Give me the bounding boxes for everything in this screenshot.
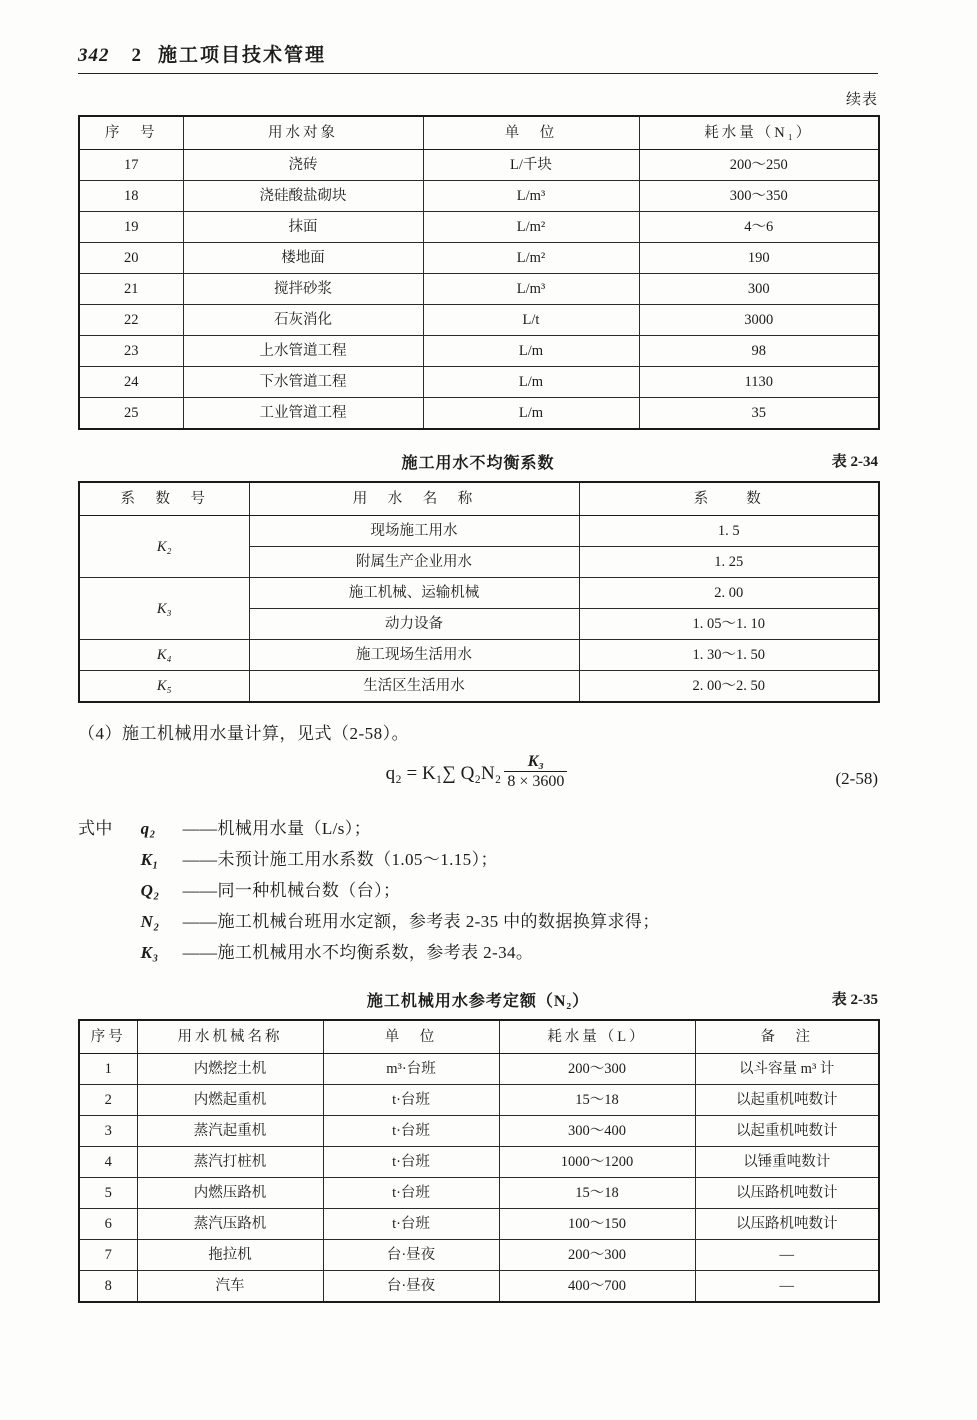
definition-row xyxy=(78,906,878,937)
table-row xyxy=(79,274,879,305)
table-row xyxy=(79,1209,879,1240)
cell-amount: 200～300 xyxy=(499,1054,695,1085)
table-header-row xyxy=(79,116,879,150)
formula-lhs: q₂ = K₁∑ Q₂N₂ xyxy=(385,763,502,784)
col-header-object: 用水对象 xyxy=(183,116,423,150)
col-header-coef-no: 系 数 号 xyxy=(79,482,249,516)
cell-unit: 台·昼夜 xyxy=(323,1240,499,1271)
cell-machine: 汽车 xyxy=(137,1271,323,1303)
running-head xyxy=(78,40,878,67)
cell-index: 8 xyxy=(79,1271,137,1303)
formula-2-58 xyxy=(78,755,878,793)
cell-object: 浇砖 xyxy=(183,150,423,181)
dash: —— xyxy=(182,881,218,900)
cell-water-name: 动力设备 xyxy=(249,609,579,640)
caption-table-2-35 xyxy=(78,988,878,1012)
table-row xyxy=(79,212,879,243)
cell-coef-value: 1. 30～1. 50 xyxy=(579,640,879,671)
cell-remark: 以起重机吨数计 xyxy=(695,1085,879,1116)
cell-amount: 98 xyxy=(639,336,879,367)
cell-unit: L/m² xyxy=(423,212,639,243)
cell-index: 17 xyxy=(79,150,183,181)
symbol: N₂ xyxy=(140,912,160,931)
cell-object: 下水管道工程 xyxy=(183,367,423,398)
cell-unit: 台·昼夜 xyxy=(323,1271,499,1303)
cell-object: 搅拌砂浆 xyxy=(183,274,423,305)
table-row xyxy=(79,336,879,367)
cell-unit: m³·台班 xyxy=(323,1054,499,1085)
cell-unit: t·台班 xyxy=(323,1085,499,1116)
cell-remark: 以起重机吨数计 xyxy=(695,1116,879,1147)
definition-row xyxy=(78,875,878,906)
cell-index: 21 xyxy=(79,274,183,305)
continued-table-label: 续表 xyxy=(845,92,878,108)
cell-unit: t·台班 xyxy=(323,1178,499,1209)
definition-text: 施工机械台班用水定额，参考表 2-35 中的数据换算求得； xyxy=(217,912,660,931)
table-row xyxy=(79,150,879,181)
cell-index: 22 xyxy=(79,305,183,336)
cell-remark: — xyxy=(695,1271,879,1303)
cell-coef-symbol: K₃ xyxy=(79,578,249,640)
col-header-amount: 耗水量（N₁） xyxy=(639,116,879,150)
table-row xyxy=(79,181,879,212)
cell-unit: L/m xyxy=(423,336,639,367)
where-label: 式中 xyxy=(78,819,113,838)
table-row xyxy=(79,305,879,336)
table-row xyxy=(79,1147,879,1178)
cell-amount: 200～250 xyxy=(639,150,879,181)
formula-number: (2-58) xyxy=(835,769,878,788)
cell-water-name: 生活区生活用水 xyxy=(249,671,579,703)
cell-object: 抹面 xyxy=(183,212,423,243)
table-2-34 xyxy=(78,481,880,703)
definition-row xyxy=(78,813,878,844)
cell-index: 20 xyxy=(79,243,183,274)
page-content xyxy=(78,40,878,1303)
cell-index: 4 xyxy=(79,1147,137,1178)
cell-index: 1 xyxy=(79,1054,137,1085)
table-row xyxy=(79,1054,879,1085)
cell-machine: 蒸汽打桩机 xyxy=(137,1147,323,1178)
cell-coef-symbol: K₄ xyxy=(79,640,249,671)
cell-coef-value: 1. 05～1. 10 xyxy=(579,609,879,640)
table-2-35 xyxy=(78,1019,880,1303)
cell-amount: 300～400 xyxy=(499,1116,695,1147)
cell-water-name: 施工机械、运输机械 xyxy=(249,578,579,609)
cell-unit: L/千块 xyxy=(423,150,639,181)
cell-index: 23 xyxy=(79,336,183,367)
definition-text: 同一种机械台数（台）； xyxy=(217,881,401,900)
table-water-use xyxy=(78,115,880,430)
cell-remark: — xyxy=(695,1240,879,1271)
table-row xyxy=(79,1240,879,1271)
page-number: 342 xyxy=(78,45,110,66)
cell-coef-value: 1. 5 xyxy=(579,516,879,547)
col-header-amount: 耗水量（L） xyxy=(499,1020,695,1054)
table-2-35-title: 施工机械用水参考定额（N₂） xyxy=(366,993,590,1010)
cell-remark: 以压路机吨数计 xyxy=(695,1178,879,1209)
cell-unit: L/m xyxy=(423,367,639,398)
cell-remark: 以斗容量 m³ 计 xyxy=(695,1054,879,1085)
definition-row xyxy=(78,937,878,968)
cell-coef-value: 2. 00 xyxy=(579,578,879,609)
cell-machine: 内燃起重机 xyxy=(137,1085,323,1116)
table-row xyxy=(79,1178,879,1209)
col-header-index: 序 号 xyxy=(79,116,183,150)
cell-water-name: 现场施工用水 xyxy=(249,516,579,547)
cell-amount: 4～6 xyxy=(639,212,879,243)
table-header-row xyxy=(79,482,879,516)
table-row xyxy=(79,1116,879,1147)
cell-amount: 100～150 xyxy=(499,1209,695,1240)
cell-amount: 200～300 xyxy=(499,1240,695,1271)
cell-coef-value: 2. 00～2. 50 xyxy=(579,671,879,703)
table-2-35-number: 表 2-35 xyxy=(831,992,878,1008)
cell-index: 3 xyxy=(79,1116,137,1147)
cell-index: 24 xyxy=(79,367,183,398)
cell-amount: 1000～1200 xyxy=(499,1147,695,1178)
chapter-number: 2 xyxy=(131,45,142,66)
cell-object: 楼地面 xyxy=(183,243,423,274)
definition-text: 施工机械用水不均衡系数，参考表 2-34。 xyxy=(217,943,534,962)
table-row xyxy=(79,640,879,671)
formula-row xyxy=(78,755,878,811)
table-row xyxy=(79,243,879,274)
cell-index: 25 xyxy=(79,398,183,430)
cell-index: 5 xyxy=(79,1178,137,1209)
table-row xyxy=(79,1085,879,1116)
cell-amount: 35 xyxy=(639,398,879,430)
cell-water-name: 施工现场生活用水 xyxy=(249,640,579,671)
cell-amount: 15～18 xyxy=(499,1178,695,1209)
caption-table-2-34 xyxy=(78,450,878,474)
table-row xyxy=(79,516,879,547)
dash: —— xyxy=(182,850,218,869)
cell-remark: 以压路机吨数计 xyxy=(695,1209,879,1240)
cell-amount: 300～350 xyxy=(639,181,879,212)
dash: —— xyxy=(182,819,218,838)
symbol: K₁ xyxy=(140,850,159,869)
cell-object: 浇硅酸盐砌块 xyxy=(183,181,423,212)
cell-coef-symbol: K₂ xyxy=(79,516,249,578)
cell-unit: t·台班 xyxy=(323,1147,499,1178)
cell-machine: 内燃压路机 xyxy=(137,1178,323,1209)
cell-machine: 蒸汽压路机 xyxy=(137,1209,323,1240)
definition-text: 未预计施工用水系数（1.05～1.15）； xyxy=(217,850,498,869)
cell-amount: 400～700 xyxy=(499,1271,695,1303)
cell-object: 工业管道工程 xyxy=(183,398,423,430)
section-intro: （4）施工机械用水量计算，见式（2-58）。 xyxy=(78,724,410,743)
cell-unit: L/m³ xyxy=(423,274,639,305)
col-header-unit: 单 位 xyxy=(423,116,639,150)
col-header-unit: 单 位 xyxy=(323,1020,499,1054)
chapter-title: 施工项目技术管理 xyxy=(158,45,327,66)
symbol: K₃ xyxy=(140,943,159,962)
cell-coef-value: 1. 25 xyxy=(579,547,879,578)
table-2-34-number: 表 2-34 xyxy=(831,454,878,470)
cell-object: 石灰消化 xyxy=(183,305,423,336)
cell-unit: L/m³ xyxy=(423,181,639,212)
formula-fraction-numerator: K₃ xyxy=(504,753,567,772)
cell-unit: L/t xyxy=(423,305,639,336)
cell-coef-symbol: K₅ xyxy=(79,671,249,703)
col-header-coef: 系 数 xyxy=(579,482,879,516)
table-row xyxy=(79,1271,879,1303)
dash: —— xyxy=(182,943,218,962)
table-row xyxy=(79,671,879,703)
cell-index: 2 xyxy=(79,1085,137,1116)
table-row xyxy=(79,367,879,398)
cell-amount: 300 xyxy=(639,274,879,305)
table-row xyxy=(79,398,879,430)
formula-fraction-denominator: 8 × 3600 xyxy=(507,773,565,790)
definition-row xyxy=(78,844,878,875)
symbol: q₂ xyxy=(140,819,156,838)
col-header-water-name: 用 水 名 称 xyxy=(249,482,579,516)
cell-machine: 拖拉机 xyxy=(137,1240,323,1271)
cell-water-name: 附属生产企业用水 xyxy=(249,547,579,578)
cell-machine: 内燃挖土机 xyxy=(137,1054,323,1085)
header-rule xyxy=(78,73,878,74)
table-header-row xyxy=(79,1020,879,1054)
cell-amount: 3000 xyxy=(639,305,879,336)
cell-index: 18 xyxy=(79,181,183,212)
symbol-definitions xyxy=(78,813,878,968)
table-2-34-title: 施工用水不均衡系数 xyxy=(401,455,555,472)
symbol: Q₂ xyxy=(140,881,160,900)
definition-text: 机械用水量（L/s）； xyxy=(217,819,372,838)
col-header-machine: 用水机械名称 xyxy=(137,1020,323,1054)
dash: —— xyxy=(182,912,218,931)
table-row xyxy=(79,578,879,609)
cell-amount: 190 xyxy=(639,243,879,274)
cell-machine: 蒸汽起重机 xyxy=(137,1116,323,1147)
col-header-remark: 备 注 xyxy=(695,1020,879,1054)
formula-fraction xyxy=(504,753,567,791)
cell-amount: 15～18 xyxy=(499,1085,695,1116)
col-header-index: 序号 xyxy=(79,1020,137,1054)
cell-unit: L/m² xyxy=(423,243,639,274)
cell-amount: 1130 xyxy=(639,367,879,398)
cell-index: 7 xyxy=(79,1240,137,1271)
cell-index: 6 xyxy=(79,1209,137,1240)
cell-unit: L/m xyxy=(423,398,639,430)
cell-index: 19 xyxy=(79,212,183,243)
cell-unit: t·台班 xyxy=(323,1209,499,1240)
cell-remark: 以锤重吨数计 xyxy=(695,1147,879,1178)
cell-unit: t·台班 xyxy=(323,1116,499,1147)
cell-object: 上水管道工程 xyxy=(183,336,423,367)
